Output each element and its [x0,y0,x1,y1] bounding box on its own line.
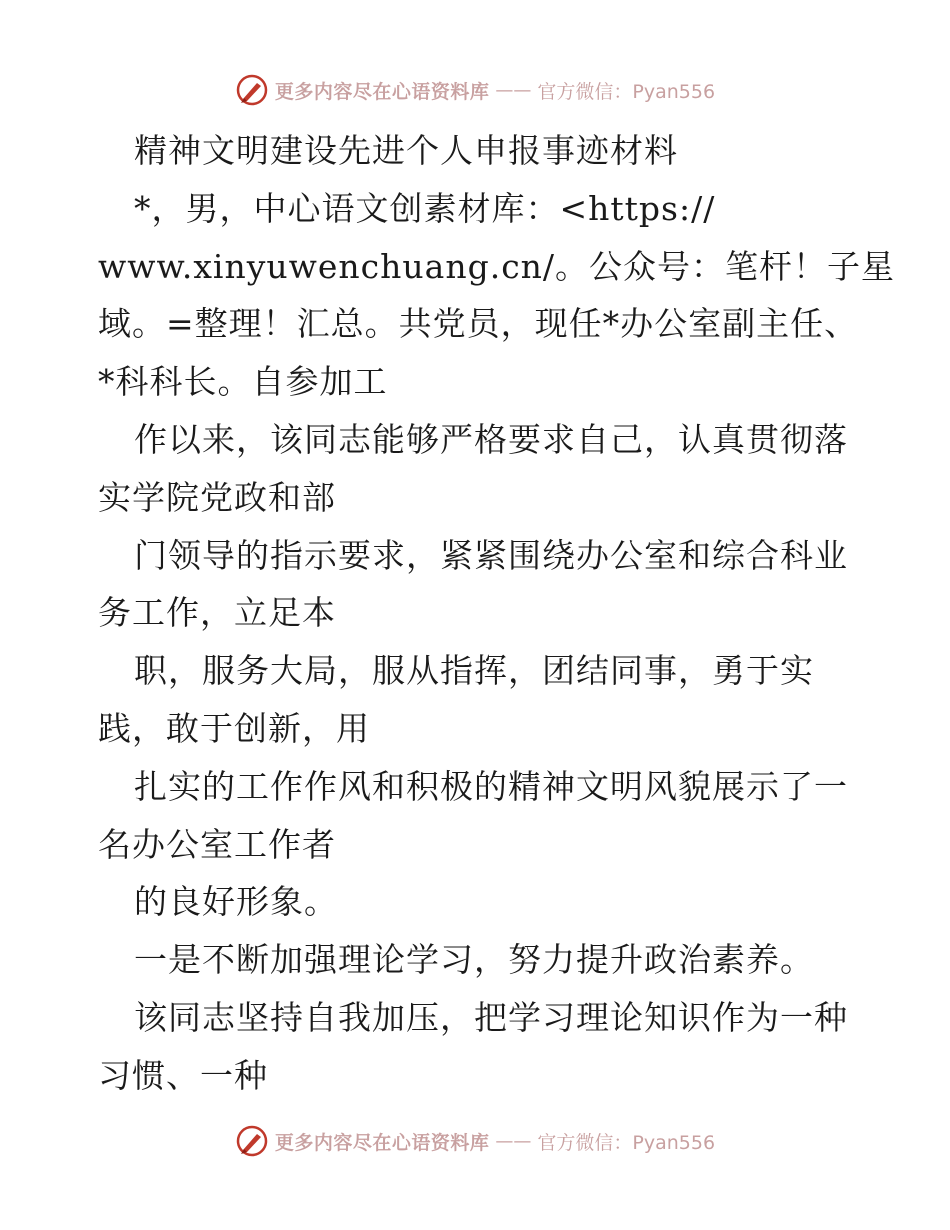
pen-logo-icon [235,1124,269,1158]
doc-line: 职，服务大局，服从指挥，团结同事，勇于实 [134,651,814,691]
doc-line: 门领导的指示要求，紧紧围绕办公室和综合科业 [134,535,848,575]
doc-line: 作以来，该同志能够严格要求自己，认真贯彻落 [134,419,848,459]
doc-line: *，男，中心语文创素材库：<https:// [134,188,716,228]
doc-line: 名办公室工作者 [98,824,336,864]
footer-banner [0,1121,950,1161]
document-body [98,122,896,1105]
header-banner [0,70,950,110]
doc-line: 实学院党政和部 [98,477,336,517]
doc-line: 域。=整理！汇总。共党员，现任*办公室副主任、 [98,304,859,344]
banner-wechat-text: 官方微信：Pyan556 [537,1131,716,1154]
doc-line: 该同志坚持自我加压，把学习理论知识作为一种 [134,997,848,1037]
doc-line: www.xinyuwenchuang.cn/。公众号：笔杆！子星 [98,246,896,286]
pen-logo-icon [235,73,269,107]
doc-line: 扎实的工作作风和积极的精神文明风貌展示了一 [134,766,848,806]
doc-line: 的良好形象。 [134,882,338,922]
doc-line: 习惯、一种 [98,1055,268,1095]
doc-title: 精神文明建设先进个人申报事迹材料 [134,131,678,170]
doc-line: 务工作，立足本 [98,593,336,633]
banner-wechat-text: 官方微信：Pyan556 [537,80,716,103]
doc-line: *科科长。自参加工 [98,362,388,402]
doc-line: 一是不断加强理论学习，努力提升政治素养。 [134,940,814,980]
banner-promo-text: 更多内容尽在心语资料库 [274,80,490,103]
banner-dash: —— [495,1130,532,1152]
banner-dash: —— [495,79,532,101]
banner-promo-text: 更多内容尽在心语资料库 [274,1131,490,1154]
doc-line: 践，敢于创新，用 [98,708,370,748]
